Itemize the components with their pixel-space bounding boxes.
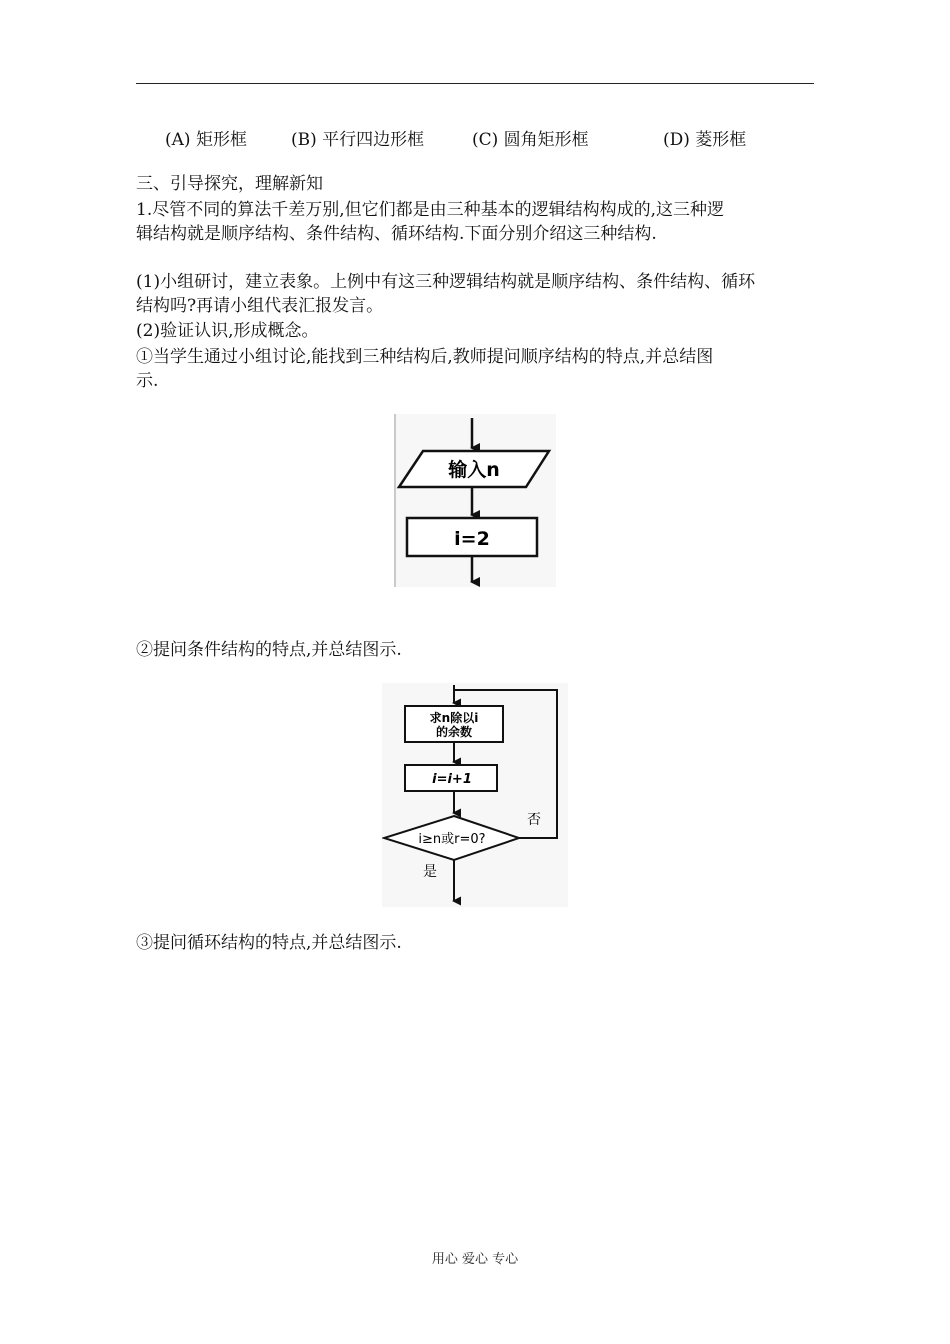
condition-flowchart xyxy=(382,683,568,907)
paragraph-4-line-1: ①当学生通过小组讨论,能找到三种结构后,教师提问顺序结构的特点,并总结图 xyxy=(136,347,714,367)
yes-label: 是 xyxy=(423,864,437,880)
no-label: 否 xyxy=(527,812,541,828)
paragraph-5: ②提问条件结构的特点,并总结图示. xyxy=(136,640,402,660)
paragraph-6: ③提问循环结构的特点,并总结图示. xyxy=(136,933,402,953)
input-label: 输入n xyxy=(448,459,500,481)
section-heading: 三、引导探究，理解新知 xyxy=(136,174,323,194)
decision-label: i≥n或r=0? xyxy=(418,832,486,847)
page-footer: 用心 爱心 专心 xyxy=(431,1252,519,1267)
figure-background xyxy=(394,414,556,587)
paragraph-4-line-2: 示. xyxy=(136,371,159,391)
option-b: (B) 平行四边形框 xyxy=(291,130,425,150)
remainder-label-line-2: 的余数 xyxy=(435,725,473,739)
paragraph-3: (2)验证认识,形成概念。 xyxy=(136,321,319,341)
option-d: (D) 菱形框 xyxy=(663,130,747,150)
paragraph-2-line-1: (1)小组研讨，建立表象。上例中有这三种逻辑结构就是顺序结构、条件结构、循环 xyxy=(136,272,756,292)
header-rule xyxy=(136,83,814,84)
option-a: (A) 矩形框 xyxy=(165,130,247,150)
paragraph-1-line-1: 1.尽管不同的算法千差万别,但它们都是由三种基本的逻辑结构构成的,这三种逻 xyxy=(136,200,725,220)
increment-label: i=i+1 xyxy=(432,772,472,787)
assign-label: i=2 xyxy=(454,528,490,550)
sequence-flowchart xyxy=(394,414,556,587)
paragraph-2-line-2: 结构吗?再请小组代表汇报发言。 xyxy=(136,296,384,316)
remainder-label-line-1: 求n除以i xyxy=(429,711,479,725)
paragraph-1-line-2: 辑结构就是顺序结构、条件结构、循环结构.下面分别介绍这三种结构. xyxy=(136,224,657,244)
option-c: (C) 圆角矩形框 xyxy=(472,130,589,150)
